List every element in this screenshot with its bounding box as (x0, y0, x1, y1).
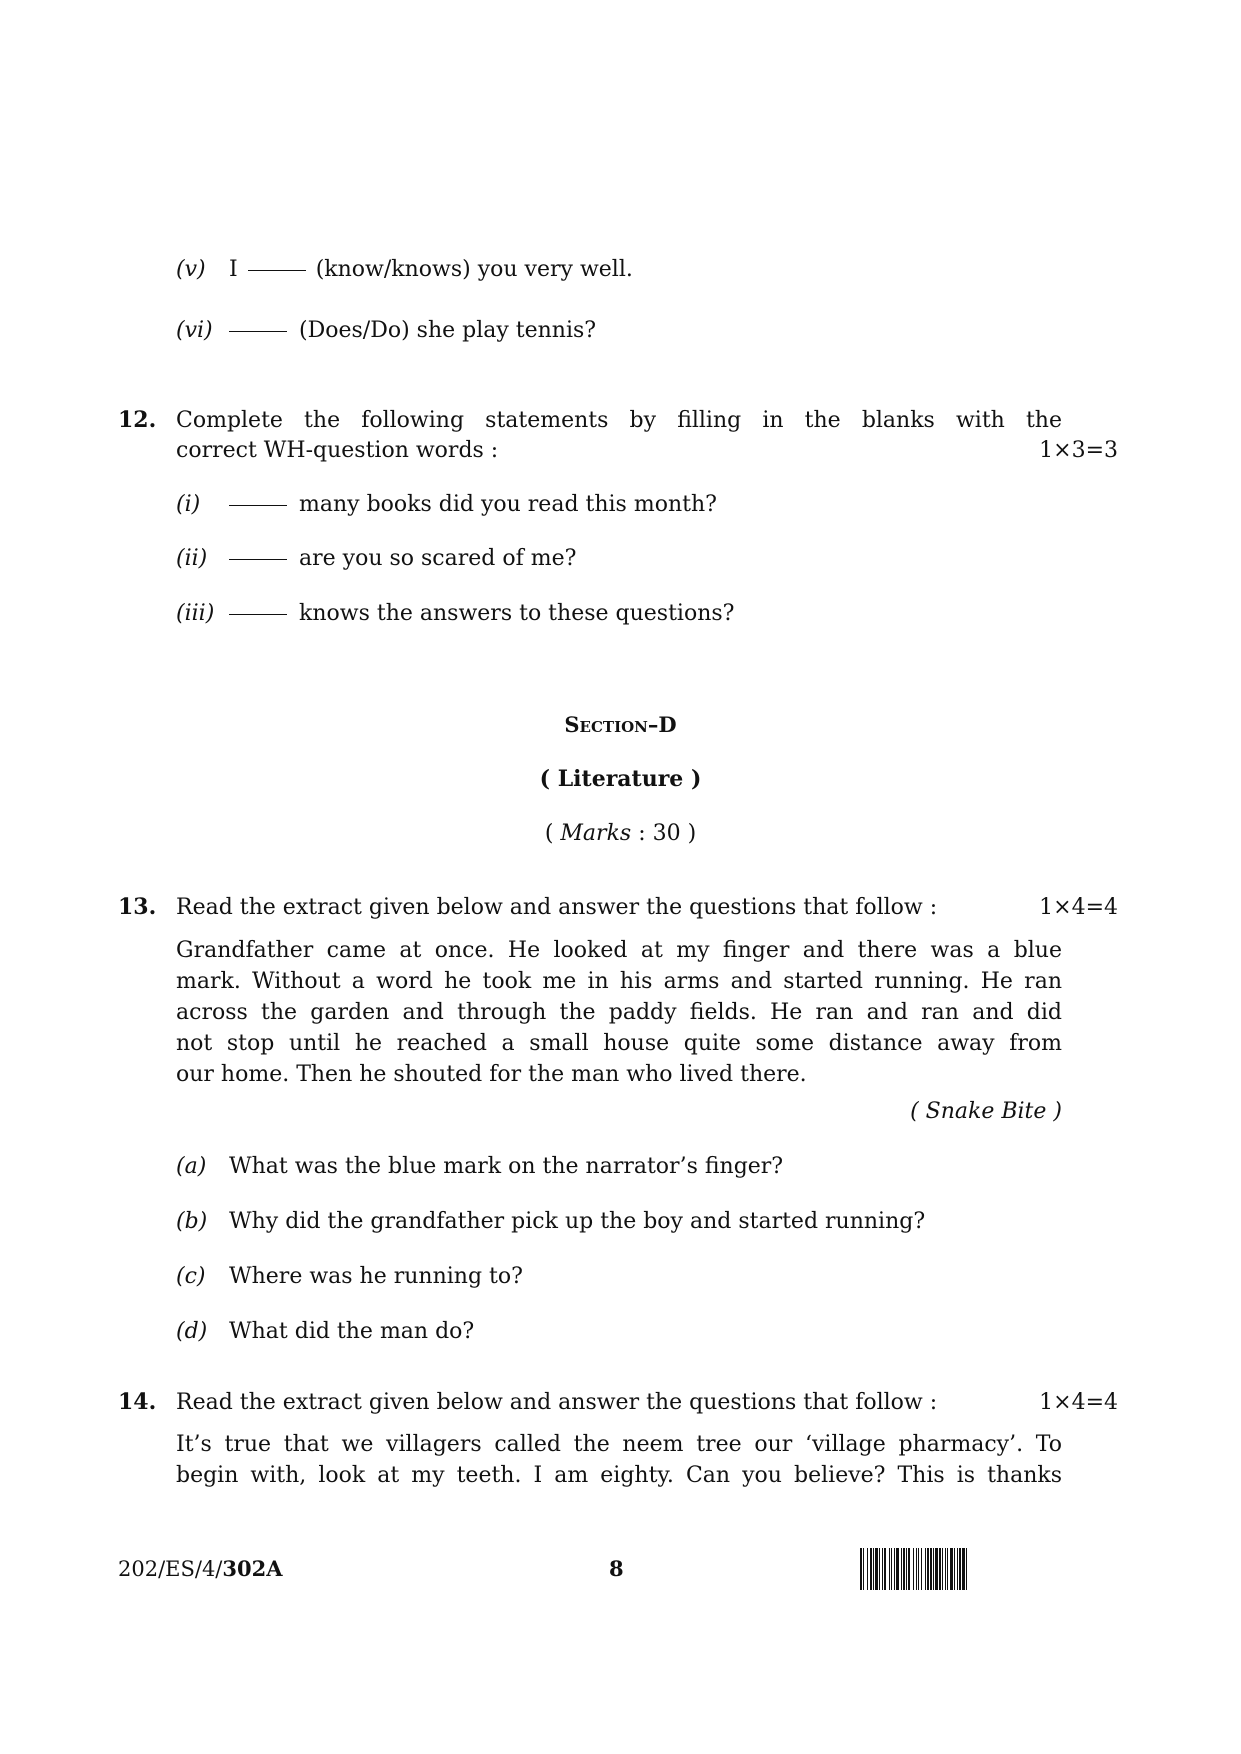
extract-line: It’s true that we villagers called the neem tree our ‘village pharmacy’. To (176, 1432, 1062, 1457)
q12-item-ii-label: (ii) (176, 546, 208, 571)
barcode-bar (945, 1548, 946, 1590)
answer-blank (229, 330, 287, 332)
question-number-13: 13. (118, 894, 157, 920)
q13-item-d-text: What did the man do? (229, 1319, 475, 1344)
q11-item-vi-label: (vi) (176, 318, 213, 343)
extract-line: not stop until he reached a small house quite some distance away from (176, 1031, 1062, 1056)
barcode-bar (867, 1548, 868, 1590)
barcode-bar (873, 1548, 874, 1590)
q12-instruction-line1: Complete the following statements by filling in the blanks with the (176, 408, 1062, 433)
q11-item-vi-text: (Does/Do) she play tennis? (229, 315, 596, 346)
paper-code: 202/ES/4/302A (118, 1556, 283, 1581)
q13-item-c-label: (c) (176, 1264, 206, 1289)
barcode-bar (957, 1548, 958, 1590)
answer-blank (229, 558, 287, 560)
barcode-bar (933, 1548, 934, 1590)
q12-marks: 1×3=3 (1039, 438, 1118, 463)
barcode-bar (913, 1548, 914, 1590)
barcode-bar (882, 1548, 883, 1590)
q13-item-d-label: (d) (176, 1319, 208, 1344)
question-number-14: 14. (118, 1389, 157, 1415)
q14-extract (176, 1429, 1062, 1491)
q14-marks: 1×4=4 (1039, 1390, 1118, 1415)
barcode-bar (860, 1548, 862, 1590)
q13-source: ( Snake Bite ) (910, 1099, 1062, 1124)
barcode-bar (889, 1548, 890, 1590)
extract-line: begin with, look at my teeth. I am eighty. Can you believe? This is thanks (176, 1463, 1062, 1488)
answer-blank (248, 269, 306, 271)
barcode-bar (879, 1548, 880, 1590)
q12-item-iii-label: (iii) (176, 601, 215, 626)
answer-blank (229, 504, 287, 506)
barcode-bar (906, 1548, 907, 1590)
q13-instruction: Read the extract given below and answer the questions that follow : (176, 895, 938, 920)
barcode-bar (942, 1548, 943, 1590)
q12-item-iii-text: knows the answers to these questions? (229, 598, 734, 629)
barcode-bar (891, 1548, 892, 1590)
barcode-bar (927, 1548, 929, 1590)
barcode-bar (921, 1548, 922, 1590)
q13-item-a-text: What was the blue mark on the narrator’s finger? (229, 1154, 784, 1179)
q13-extract (176, 935, 1062, 1090)
q13-item-a-label: (a) (176, 1154, 207, 1179)
barcode-bar (939, 1548, 941, 1590)
barcode-bar (954, 1548, 955, 1590)
extract-line: across the garden and through the paddy fields. He ran and ran and did (176, 1000, 1062, 1025)
barcode-bar (908, 1548, 910, 1590)
barcode-bar (894, 1548, 895, 1590)
q13-marks: 1×4=4 (1039, 895, 1118, 920)
q13-item-c-text: Where was he running to? (229, 1264, 523, 1289)
barcode-bar (884, 1548, 886, 1590)
extract-line: our home. Then he shouted for the man who lived there. (176, 1062, 807, 1087)
q12-item-i-text: many books did you read this month? (229, 489, 717, 520)
barcode-icon (860, 1548, 1124, 1590)
barcode-bar (962, 1548, 965, 1590)
section-title: Section–D (564, 712, 677, 737)
extract-line: Grandfather came at once. He looked at my finger and there was a blue (176, 938, 1062, 963)
barcode-bar (930, 1548, 932, 1590)
extract-line: mark. Without a word he took me in his arms and started running. He ran (176, 969, 1062, 994)
q12-item-ii-text: are you so scared of me? (229, 543, 576, 574)
barcode-bar (875, 1548, 878, 1590)
answer-blank (229, 613, 287, 615)
q11-item-v-text: I (know/knows) you very well. (229, 257, 633, 282)
section-marks: ( Marks : 30 ) (544, 821, 697, 846)
section-subtitle: ( Literature ) (539, 766, 702, 792)
barcode-bar (925, 1548, 926, 1590)
barcode-bar (863, 1548, 864, 1590)
barcode-bar (947, 1548, 948, 1590)
page-number: 8 (609, 1556, 624, 1581)
q12-instruction-line2: correct WH-question words : (176, 438, 499, 463)
q13-item-b-text: Why did the grandfather pick up the boy and started running? (229, 1209, 926, 1234)
q14-instruction: Read the extract given below and answer the questions that follow : (176, 1390, 938, 1415)
barcode-bar (959, 1548, 961, 1590)
barcode-bar (903, 1548, 905, 1590)
barcode-bar (901, 1548, 902, 1590)
barcode-bar (896, 1548, 899, 1590)
barcode-bar (950, 1548, 953, 1590)
question-number-12: 12. (118, 407, 157, 433)
barcode-bar (935, 1548, 938, 1590)
q12-item-i-label: (i) (176, 492, 201, 517)
barcode-bar (918, 1548, 919, 1590)
barcode-bar (916, 1548, 917, 1590)
barcode-bar (870, 1548, 872, 1590)
barcode-bar (966, 1548, 967, 1590)
q11-item-v-label: (v) (176, 257, 206, 282)
q13-item-b-label: (b) (176, 1209, 208, 1234)
